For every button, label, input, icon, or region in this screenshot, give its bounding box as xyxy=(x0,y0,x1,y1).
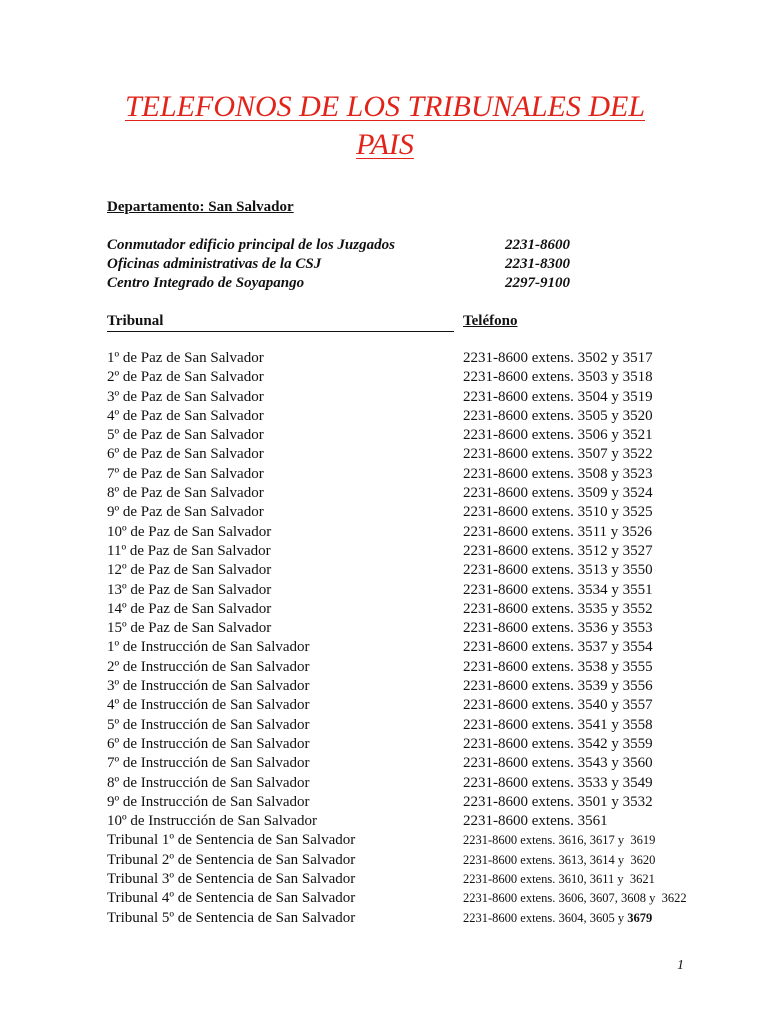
court-name: 9º de Paz de San Salvador xyxy=(107,504,264,521)
court-phone-text: 2231-8600 extens. 3512 y 3527 xyxy=(463,542,653,559)
court-phone-text: 2231-8600 extens. 3543 y 3560 xyxy=(463,755,653,772)
court-phone-text: 2231-8600 extens. 3540 y 3557 xyxy=(463,697,653,714)
central-number-name: Conmutador edificio principal de los Juzgados xyxy=(107,237,395,253)
central-number-phone: 2231-8600 xyxy=(505,237,570,253)
table-row xyxy=(107,696,707,715)
court-phone-text: 2231-8600 extens. 3502 y 3517 xyxy=(463,350,653,366)
court-phone-text: 2231-8600 extens. 3513 y 3550 xyxy=(463,562,653,579)
court-phone-text: 2231-8600 extens. 3503 y 3518 xyxy=(463,369,653,386)
court-phone xyxy=(463,349,653,368)
court-phone-text: 2231-8600 extens. 3606, 3607, 3608 y 3622 xyxy=(463,891,687,906)
court-phone xyxy=(463,851,655,870)
table-row xyxy=(107,735,707,754)
court-phone xyxy=(463,542,653,561)
table-row xyxy=(107,677,707,696)
court-name: 11º de Paz de San Salvador xyxy=(107,542,271,559)
table-row xyxy=(107,870,707,889)
central-numbers-list xyxy=(107,236,627,293)
court-name: 2º de Instrucción de San Salvador xyxy=(107,658,310,675)
court-name: 10º de Instrucción de San Salvador xyxy=(107,813,318,830)
department-heading: Departamento: San Salvador xyxy=(107,199,294,215)
court-name: 3º de Paz de San Salvador xyxy=(107,388,264,405)
court-phone-text: 2231-8600 extens. 3538 y 3555 xyxy=(463,658,653,675)
court-phone-text: 2231-8600 extens. 3507 y 3522 xyxy=(463,446,653,463)
table-row xyxy=(107,619,707,638)
court-name: 4º de Paz de San Salvador xyxy=(107,407,264,424)
court-phone xyxy=(463,716,653,735)
court-name: 6º de Paz de San Salvador xyxy=(107,446,264,463)
court-phone xyxy=(463,445,653,464)
table-row xyxy=(107,638,707,657)
court-name: 6º de Instrucción de San Salvador xyxy=(107,735,310,752)
central-number-phone: 2297-9100 xyxy=(505,275,570,291)
court-name: Tribunal 2º de Sentencia de San Salvador xyxy=(107,851,356,868)
court-name: 13º de Paz de San Salvador xyxy=(107,581,272,598)
central-number-row xyxy=(107,236,627,255)
court-phone xyxy=(463,870,655,889)
page-title-line-1: TELEFONOS DE LOS TRIBUNALES DEL xyxy=(124,90,646,123)
court-phone xyxy=(463,523,652,542)
table-row xyxy=(107,754,707,773)
court-phone xyxy=(463,407,653,426)
page-number: 1 xyxy=(677,958,684,973)
court-phone-text: 2231-8600 extens. 3616, 3617 y 3619 xyxy=(463,833,656,848)
court-phone xyxy=(463,581,653,600)
table-row xyxy=(107,851,707,870)
table-row xyxy=(107,909,707,928)
court-phone xyxy=(463,889,687,908)
court-phone-text: 2231-8600 extens. 3541 y 3558 xyxy=(463,716,653,733)
court-name: 8º de Instrucción de San Salvador xyxy=(107,774,310,791)
page-title xyxy=(110,88,660,164)
table-row xyxy=(107,523,707,542)
table-row xyxy=(107,600,707,619)
court-name: 4º de Instrucción de San Salvador xyxy=(107,697,310,714)
court-phone-text: 2231-8600 extens. 3508 y 3523 xyxy=(463,465,653,482)
table-row xyxy=(107,465,707,484)
column-header-tribunal: Tribunal xyxy=(107,312,454,332)
central-number-name: Oficinas administrativas de la CSJ xyxy=(107,256,322,272)
table-row xyxy=(107,426,707,445)
court-name: 15º de Paz de San Salvador xyxy=(107,620,272,637)
court-name: Tribunal 3º de Sentencia de San Salvador xyxy=(107,871,356,888)
table-row xyxy=(107,503,707,522)
court-phone-text: 2231-8600 extens. 3610, 3611 y 3621 xyxy=(463,872,655,887)
table-row xyxy=(107,774,707,793)
court-name: Tribunal 5º de Sentencia de San Salvador xyxy=(107,909,356,926)
table-row xyxy=(107,349,707,368)
court-name: 8º de Paz de San Salvador xyxy=(107,485,264,502)
court-phone-text: 2231-8600 extens. 3536 y 3553 xyxy=(463,620,653,637)
table-row xyxy=(107,407,707,426)
court-phone-text: 2231-8600 extens. 3539 y 3556 xyxy=(463,678,653,695)
court-phone-text: 2231-8600 extens. 3537 y 3554 xyxy=(463,639,653,656)
court-phone-text: 2231-8600 extens. 3534 y 3551 xyxy=(463,581,653,598)
court-name: Tribunal 4º de Sentencia de San Salvador xyxy=(107,890,356,907)
table-row xyxy=(107,831,707,850)
court-phone-text: 2231-8600 extens. 3533 y 3549 xyxy=(463,774,653,791)
court-phone xyxy=(463,465,653,484)
court-phone xyxy=(463,503,653,522)
court-phone-text: 2231-8600 extens. 3510 y 3525 xyxy=(463,504,653,521)
court-phone-text: 2231-8600 extens. 3506 y 3521 xyxy=(463,427,653,444)
court-phone xyxy=(463,561,653,580)
court-phone xyxy=(463,619,653,638)
court-phone xyxy=(463,754,653,773)
column-header-telefono: Teléfono xyxy=(463,313,518,329)
court-name: 14º de Paz de San Salvador xyxy=(107,600,272,617)
court-name: 5º de Instrucción de San Salvador xyxy=(107,716,310,733)
court-phone-text: 2231-8600 extens. 3501 y 3532 xyxy=(463,793,653,810)
court-name: 7º de Instrucción de San Salvador xyxy=(107,755,310,772)
court-name: 12º de Paz de San Salvador xyxy=(107,562,272,579)
court-phone xyxy=(463,774,653,793)
table-row xyxy=(107,368,707,387)
court-name: 3º de Instrucción de San Salvador xyxy=(107,678,310,695)
court-phone-text: 2231-8600 extens. 3511 y 3526 xyxy=(463,523,653,540)
court-phone xyxy=(463,600,653,619)
central-number-row xyxy=(107,255,627,274)
court-phone xyxy=(463,388,653,407)
court-phone xyxy=(463,368,653,387)
table-row xyxy=(107,793,707,812)
court-phone-table xyxy=(107,349,707,928)
court-name: Tribunal 1º de Sentencia de San Salvador xyxy=(107,832,356,849)
court-phone xyxy=(463,426,653,445)
court-phone xyxy=(463,696,653,715)
court-phone xyxy=(463,638,653,657)
court-name: 9º de Instrucción de San Salvador xyxy=(107,793,310,810)
table-row xyxy=(107,542,707,561)
table-row xyxy=(107,561,707,580)
court-phone-text: 2231-8600 extens. 3509 y 3524 xyxy=(463,485,653,502)
court-phone-text: 2231-8600 extens. 3561 xyxy=(463,813,608,830)
court-phone-text: 2231-8600 extens. 3613, 3614 y 3620 xyxy=(463,852,656,867)
court-phone-text: 2231-8600 extens. 3542 y 3559 xyxy=(463,735,653,752)
table-row xyxy=(107,388,707,407)
court-phone xyxy=(463,831,655,850)
court-phone xyxy=(463,812,608,831)
court-name: 1º de Paz de San Salvador xyxy=(107,350,264,366)
central-number-row xyxy=(107,274,627,293)
central-number-phone: 2231-8300 xyxy=(505,256,570,272)
table-row xyxy=(107,658,707,677)
court-name: 7º de Paz de San Salvador xyxy=(107,465,264,482)
court-phone-text: 2231-8600 extens. 3535 y 3552 xyxy=(463,600,653,617)
table-row xyxy=(107,889,707,908)
court-phone xyxy=(463,909,652,928)
page-title-line-2: PAIS xyxy=(356,128,414,161)
court-phone xyxy=(463,484,653,503)
table-row xyxy=(107,581,707,600)
court-phone xyxy=(463,658,653,677)
table-row xyxy=(107,812,707,831)
central-number-name: Centro Integrado de Soyapango xyxy=(107,275,305,291)
court-phone xyxy=(463,735,653,754)
court-name: 5º de Paz de San Salvador xyxy=(107,427,264,444)
court-phone-text: 2231-8600 extens. 3505 y 3520 xyxy=(463,407,653,424)
court-phone xyxy=(463,677,653,696)
table-row xyxy=(107,445,707,464)
court-name: 2º de Paz de San Salvador xyxy=(107,369,264,386)
table-row xyxy=(107,484,707,503)
court-phone-text: 2231-8600 extens. 3504 y 3519 xyxy=(463,388,653,405)
court-phone xyxy=(463,793,653,812)
court-phone-extension-bold: 3679 xyxy=(627,910,653,925)
court-phone-text: 2231-8600 extens. 3604, 3605 y xyxy=(463,910,628,925)
table-row xyxy=(107,716,707,735)
court-name: 1º de Instrucción de San Salvador xyxy=(107,639,310,656)
court-name: 10º de Paz de San Salvador xyxy=(107,523,272,540)
